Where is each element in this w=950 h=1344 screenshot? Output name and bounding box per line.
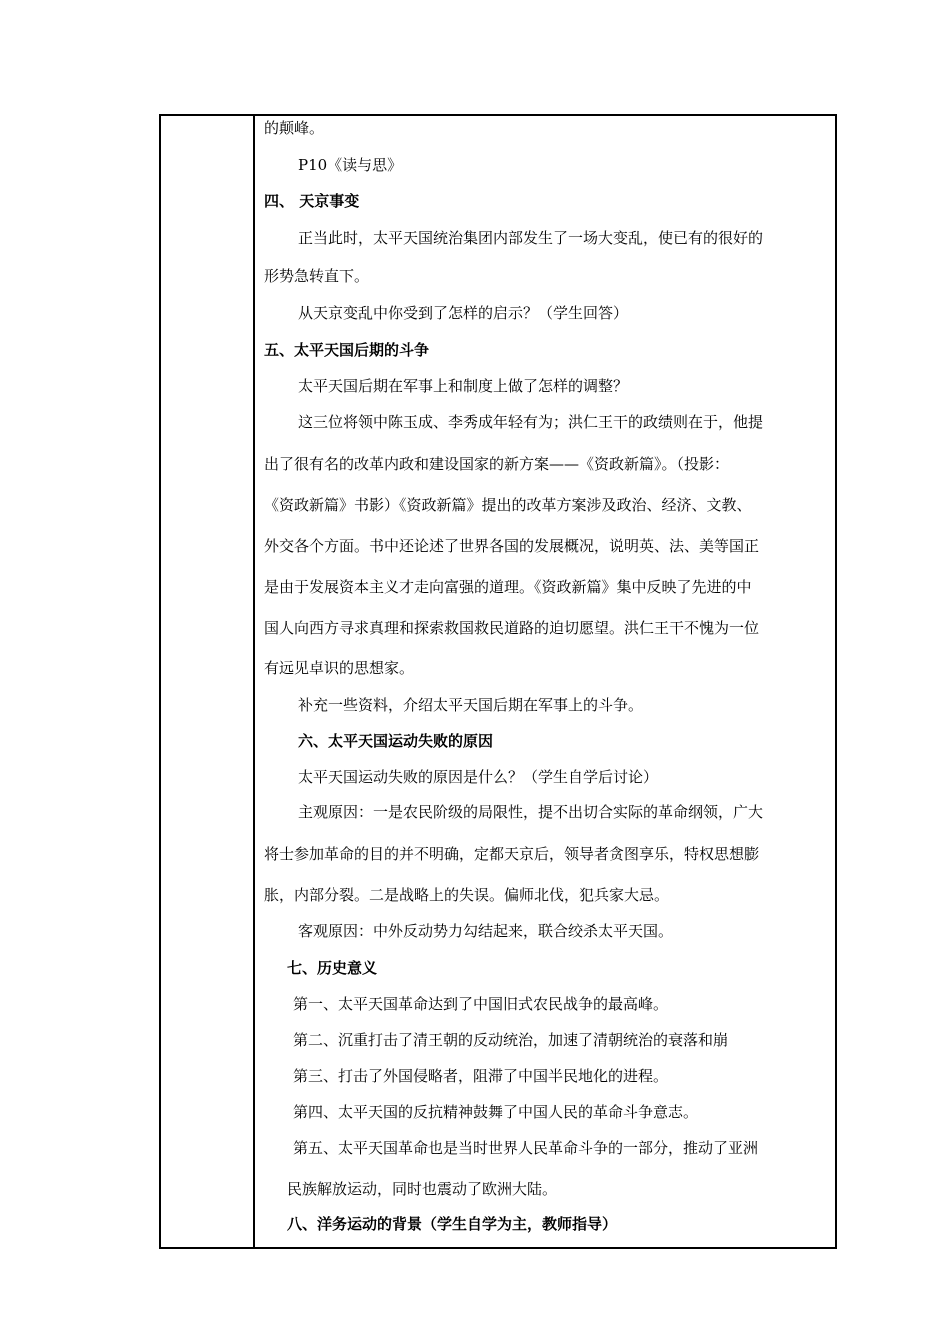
text-line: 补充一些资料，介绍太平天国后期在军事上的斗争。 — [298, 696, 644, 714]
text-line: 胀，内部分裂。二是战略上的失误。偏师北伐，犯兵家大忌。 — [264, 886, 670, 904]
text-line: 第三、打击了外国侵略者，阻滞了中国半民地化的进程。 — [293, 1067, 669, 1085]
text-line: 正当此时，太平天国统治集团内部发生了一场大变乱，使已有的很好的 — [298, 229, 764, 247]
text-line: 第一、太平天国革命达到了中国旧式农民战争的最高峰。 — [293, 995, 669, 1013]
text-line: 是由于发展资本主义才走向富强的道理。《资政新篇》集中反映了先进的中 — [264, 578, 752, 596]
text-line: 客观原因：中外反动势力勾结起来，联合绞杀太平天国。 — [298, 922, 674, 940]
text-line: 有远见卓识的思想家。 — [264, 659, 415, 677]
text-line: 出了很有名的改革内政和建设国家的新方案——《资政新篇》。（投影： — [264, 455, 730, 473]
text-line: 太平天国后期在军事上和制度上做了怎样的调整？ — [298, 377, 629, 395]
text-line: P10《读与思》 — [298, 156, 403, 174]
section-heading: 八、洋务运动的背景（学生自学为主，教师指导） — [287, 1215, 618, 1233]
text-line: 主观原因：一是农民阶级的局限性，提不出切合实际的革命纲领，广大 — [298, 803, 764, 821]
text-line: 第五、太平天国革命也是当时世界人民革命斗争的一部分，推动了亚洲 — [293, 1139, 759, 1157]
text-line: 将士参加革命的目的并不明确，定都天京后，领导者贪图享乐，特权思想膨 — [264, 845, 760, 863]
text-line: 第二、沉重打击了清王朝的反动统治，加速了清朝统治的衰落和崩 — [293, 1031, 729, 1049]
section-heading: 四、 天京事变 — [264, 192, 360, 210]
text-line: 民族解放运动，同时也震动了欧洲大陆。 — [287, 1180, 558, 1198]
text-line: 第四、太平天国的反抗精神鼓舞了中国人民的革命斗争意志。 — [293, 1103, 699, 1121]
column-divider — [253, 114, 255, 1249]
text-line: 国人向西方寻求真理和探索救国救民道路的迫切愿望。洪仁王干不愧为一位 — [264, 619, 760, 637]
text-line: 这三位将领中陈玉成、李秀成年轻有为；洪仁王干的政绩则在于，他提 — [298, 413, 764, 431]
text-line: 太平天国运动失败的原因是什么？（学生自学后讨论） — [298, 768, 659, 786]
text-line: 形势急转直下。 — [264, 267, 370, 285]
text-line: 从天京变乱中你受到了怎样的启示？（学生回答） — [298, 304, 629, 322]
text-line: 的颠峰。 — [264, 119, 325, 137]
section-heading: 七、历史意义 — [287, 959, 378, 977]
section-heading: 五、太平天国后期的斗争 — [264, 341, 430, 359]
text-line: 《资政新篇》书影）《资政新篇》提出的改革方案涉及政治、经济、文教、 — [264, 496, 752, 514]
section-heading: 六、太平天国运动失败的原因 — [298, 732, 494, 750]
text-line: 外交各个方面。书中还论述了世界各国的发展概况，说明英、法、美等国正 — [264, 537, 760, 555]
